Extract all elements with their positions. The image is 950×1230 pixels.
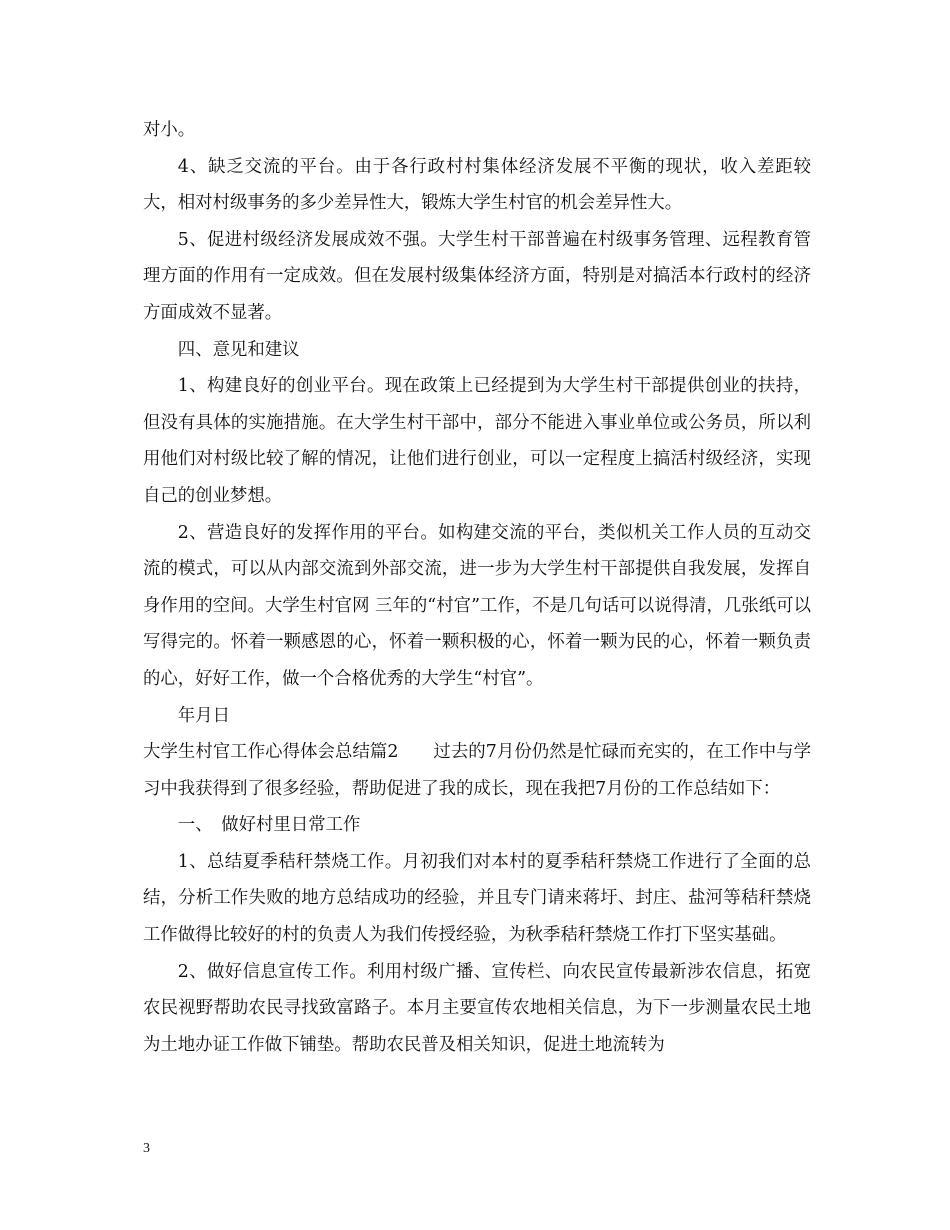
paragraph-information-publicity: 2、做好信息宣传工作。利用村级广播、宣传栏、向农民宣传最新涉农信息，拓宽农民视野帮助农民寻找致富路子。本月主要宣传农地相关信息，为下一步测量农民土地为土地办证工作做下铺垫。帮助农民普及相关知识，促进土地流转为	[143, 961, 811, 1055]
paragraph-suggestion-2: 2、营造良好的发挥作用的平台。如构建交流的平台，类似机关工作人员的互动交流的模式，可以从内部交流到外部交流，进一步为大学生村干部提供自我发展，发挥自身作用的空间。大学生村官网 三年的“村官”工作，不是几句话可以说得清，几张纸可以写得完的。怀着一颗感恩的心，怀着一颗积极的心，怀着一颗为民的心，怀着一颗负责的心，好好工作，做一个合格优秀的大学生“村官”。	[143, 522, 811, 689]
article-2-intro: 大学生村官工作心得体会总结篇2 过去的7月份仍然是忙碌而充实的，在工作中与学习中我获得到了很多经验，帮助促进了我的成长，现在我把7月份的工作总结如下：	[143, 742, 811, 799]
page-number: 3	[143, 1141, 150, 1156]
section-heading-suggestions: 四、意见和建议	[177, 339, 300, 360]
document-body	[143, 112, 811, 1063]
paragraph-item-4: 4、缺乏交流的平台。由于各行政村村集体经济发展不平衡的现状，收入差距较大，相对村级事务的多少差异性大，锻炼大学生村官的机会差异性大。	[143, 156, 811, 214]
paragraph-straw-burning: 1、总结夏季秸秆禁烧工作。月初我们对本村的夏季秸秆禁烧工作进行了全面的总结，分析工作失败的地方总结成功的经验，并且专门请来蒋圩、封庄、盐河等秸秆禁烧工作做得比较好的村的负责人为我们传授经验，为秋季秸秆禁烧工作打下坚实基础。	[143, 851, 811, 946]
paragraph-suggestion-1: 1、构建良好的创业平台。现在政策上已经提到为大学生村干部提供创业的扶持，但没有具体的实施措施。在大学生村干部中，部分不能进入事业单位或公务员，所以利用他们对村级比较了解的情况，让他们进行创业，可以一定程度上搞活村级经济，实现自己的创业梦想。	[143, 376, 811, 506]
section-heading-daily-work: 一、 做好村里日常工作	[177, 815, 361, 836]
paragraph-item-5: 5、促进村级经济发展成效不强。大学生村干部普遍在村级事务管理、远程教育管理方面的作用有一定成效。但在发展村级集体经济方面，特别是对搞活本行政村的经济方面成效不显著。	[143, 229, 811, 323]
date-line: 年月日	[177, 705, 230, 726]
paragraph-continuation: 对小。	[143, 120, 196, 140]
